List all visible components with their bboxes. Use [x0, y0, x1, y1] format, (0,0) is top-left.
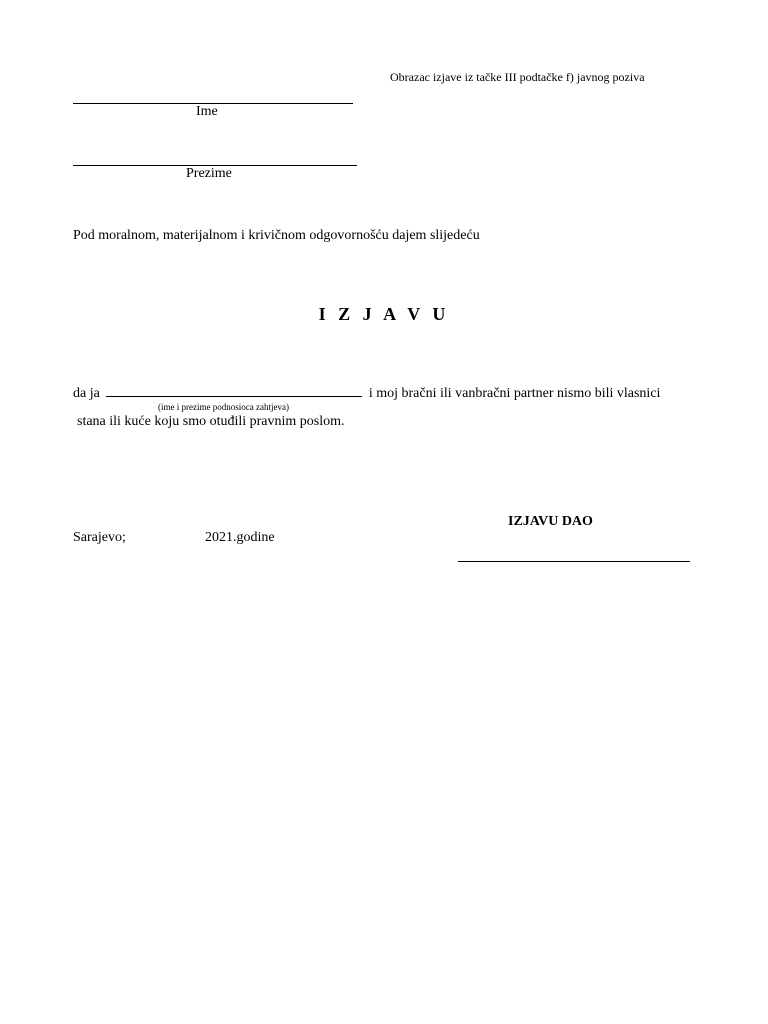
signer-label: IZJAVU DAO — [508, 514, 593, 529]
prezime-label: Prezime — [186, 166, 232, 181]
form-note: Obrazac izjave iz tačke III podtačke f) javnog poziva — [390, 70, 645, 84]
applicant-name-caption: (ime i prezime podnosioca zahtjeva) — [158, 402, 289, 412]
document-title: I Z J A V U — [318, 304, 450, 324]
signature-line[interactable] — [458, 561, 690, 562]
place-text: Sarajevo; — [73, 530, 126, 545]
statement-prefix: da ja — [73, 386, 100, 401]
statement-suffix: i moj bračni ili vanbračni partner nismo bili vlasnici — [368, 386, 661, 401]
applicant-name-field-line[interactable] — [106, 384, 362, 397]
statement-line-1 — [73, 384, 660, 402]
date-text: 2021.godine — [205, 530, 275, 545]
intro-text: Pod moralnom, materijalnom i krivičnom odgovornošću dajem slijedeću — [73, 228, 480, 243]
ime-label: Ime — [196, 104, 218, 119]
statement-line-2: stana ili kuće koju smo otuđili pravnim poslom. — [77, 414, 345, 429]
